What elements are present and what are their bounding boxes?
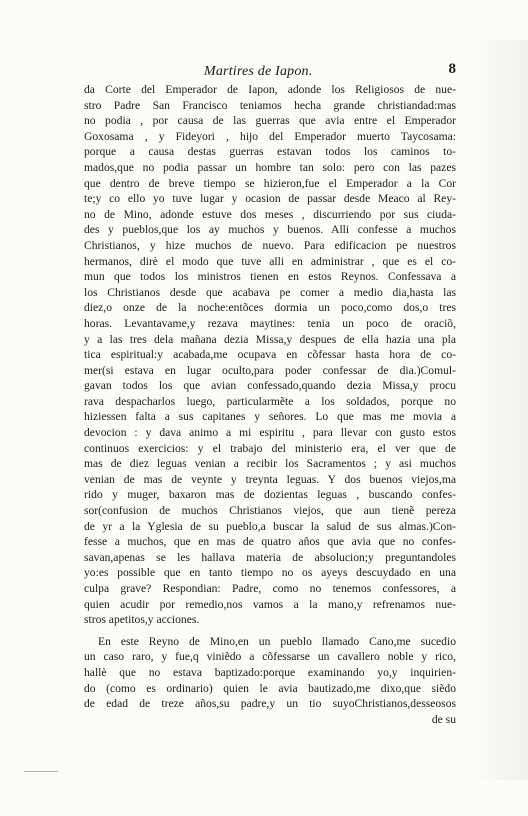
text-line: fesse a muchos, que en mas de quatro años que avia que no confes- bbox=[84, 535, 456, 549]
text-line: porque a causa destas guerras estavan todos los caminos to- bbox=[84, 145, 456, 159]
text-line: no podia , por causa de las guerras que avia entre el Emperador bbox=[84, 114, 456, 128]
text-line: Christianos, y hize muchos de nuevo. Para edificacion pe nuestros bbox=[84, 238, 456, 252]
text-line: yo:es possible que en tanto tiempo no os ayeys descuydado en una bbox=[84, 566, 456, 580]
body-text bbox=[84, 82, 456, 727]
text-line: tica espiritual:y acabada,me ocupava en cõfessar hasta hora de co- bbox=[84, 348, 456, 362]
text-line: En este Reyno de Mino,en un pueblo llamado Cano,me sucedio bbox=[98, 634, 456, 648]
text-line: te;y co ello yo tuve lugar y ocasion de passar desde Meaco al Rey- bbox=[84, 192, 456, 206]
text-line: devocion : y dava animo a mi espiritu , para llevar con gusto estos bbox=[84, 426, 456, 440]
text-line: y a las tres dela mañana dezia Missa,y despues de ella hazia una pla bbox=[84, 332, 456, 346]
text-line: gavan todos los que avian confessado,quando dezia Missa,y procu bbox=[84, 379, 456, 393]
text-line: hiziessen falta a sus capitanes y señores. Lo que mas me movia a bbox=[84, 410, 456, 424]
page-header bbox=[84, 61, 456, 82]
text-line: quien acudir por remedio,nos vamos a la mano,y refrenamos nue- bbox=[84, 597, 456, 611]
footer-rule bbox=[24, 771, 58, 772]
text-line: un caso raro, y fue,q viniẽdo a cõfessarse un cavallero noble y rico, bbox=[84, 650, 456, 664]
text-line: hermanos, dirè el modo que tuve alli en administrar , que es el co- bbox=[84, 254, 456, 268]
text-line: mer(si estava en lugar oculto,para poder confessar de dia.)Comul- bbox=[84, 363, 456, 377]
text-line: stro Padre San Francisco teniamos hecha grande christiandad:mas bbox=[84, 98, 456, 112]
text-line: do (como es ordinario) quien le avia bautizado,me dixo,que siẽdo bbox=[84, 681, 456, 695]
text-line: no de Mino, adonde estuve dos meses , discurriendo por sus ciuda- bbox=[84, 207, 456, 221]
text-line: venian de mas de veynte y treynta leguas. Y dos buenos viejos,ma bbox=[84, 472, 456, 486]
text-line: da Corte del Emperador de Iapon, adonde los Religiosos de nue- bbox=[84, 83, 456, 96]
text-line: stros apetitos,y acciones. bbox=[84, 613, 200, 627]
text-line: mas de diez leguas venian a recibir los Sacramentos ; y asi muchos bbox=[84, 457, 456, 471]
text-line: culpa grave? Respondian: Padre, como no tenemos confessores, a bbox=[84, 582, 456, 595]
text-line: rava despacharlos luego, particularmẽte a los soldados, porque no bbox=[84, 394, 456, 408]
text-line: horas. Levantavame,y rezava maytines: tenia un poco de oraciõ, bbox=[84, 316, 456, 330]
text-line: des y pueblos,que los ay muchos y buenos. Alli confesse a muchos bbox=[84, 223, 456, 237]
text-line: que dentro de breve tiempo se hizieron,fue el Emperador a la Cor bbox=[84, 176, 456, 190]
text-line: de yr a la Yglesia de su pueblo,a buscar la salud de sus almas.)Con- bbox=[84, 519, 456, 533]
page-number: 8 bbox=[448, 61, 456, 77]
text-line: Goxosama , y Fideyori , hijo del Emperador muerto Taycosama: bbox=[84, 129, 456, 143]
text-line: savan,apenas se les hallava materia de absolucion;y preguntandoles bbox=[84, 550, 456, 564]
text-line: diez,o onze de la noche:entõces dormia un poco,como dos,o tres bbox=[84, 301, 456, 315]
text-line: mun que todos los ministros tienen en estos Reynos. Confessava a bbox=[84, 270, 456, 284]
catchword: de su bbox=[431, 712, 456, 726]
text-line: rido y muger, baxaron mas de dozientas leguas , buscando confes- bbox=[84, 488, 456, 502]
text-line: los Christianos desde que acabava pe comer a medio dia,hasta las bbox=[84, 285, 456, 299]
page-edge-shadow bbox=[468, 40, 528, 780]
text-line: mados,que no podia passar un hombre tan solo: pero con las pazes bbox=[84, 160, 456, 174]
running-title: Martires de Iapon. bbox=[204, 64, 313, 79]
text-line: continuos exercicios: y el trabajo del ministerio era, el ver que de bbox=[84, 441, 456, 455]
text-line: de edad de treze años,su padre,y un tio suyoChristianos,desseosos bbox=[84, 697, 456, 711]
text-line: hallè que no estava baptizado:porque examinando yo,y inquirien- bbox=[84, 665, 456, 679]
text-line: sor(confusion de muchos Christianos viejos, que aun tienẽ pereza bbox=[84, 504, 456, 518]
